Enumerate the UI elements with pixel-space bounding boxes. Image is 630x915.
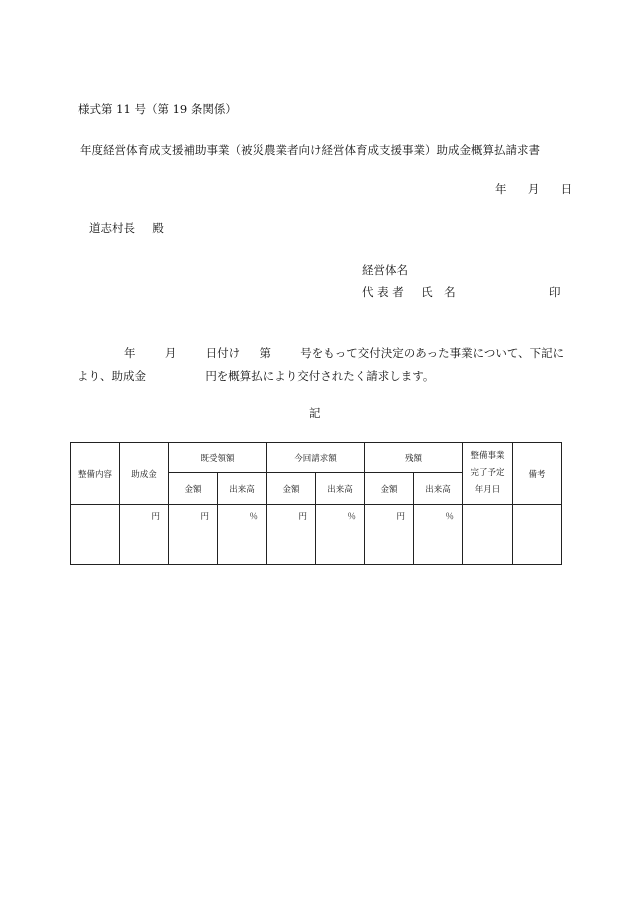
cell-remarks (513, 505, 562, 565)
header-grant: 助成金 (120, 443, 169, 505)
addressee-name: 道志村長 (89, 221, 135, 235)
org-label: 経営体名 (362, 263, 408, 277)
cell-current-progress-unit: ％ (316, 505, 365, 565)
subheader-remaining-progress: 出来高 (414, 473, 463, 505)
body-grant-label: より、助成金 (77, 369, 146, 383)
body-month: 月 (164, 346, 177, 360)
header-completion-line-2: 完了予定 (470, 468, 505, 478)
date-line (495, 181, 572, 197)
cell-received-amount-unit: 円 (169, 505, 218, 565)
addressee-honorific: 殿 (152, 221, 164, 235)
cell-received-progress-unit: ％ (218, 505, 267, 565)
cell-grant-unit: 円 (120, 505, 169, 565)
addressee (89, 220, 164, 236)
cell-remaining-amount-unit: 円 (365, 505, 414, 565)
rep-label: 代 表 者 (362, 285, 404, 299)
header-completion (463, 443, 513, 505)
ki-heading: 記 (309, 406, 321, 420)
cell-remaining-progress-unit: ％ (414, 505, 463, 565)
header-remaining: 残額 (365, 443, 463, 473)
header-received: 既受領額 (169, 443, 267, 473)
date-month-label: 月 (527, 182, 540, 196)
subheader-received-progress: 出来高 (218, 473, 267, 505)
body-line-2 (77, 368, 434, 384)
header-completion-line-3: 年月日 (474, 485, 501, 495)
subheader-current-amount: 金額 (267, 473, 316, 505)
document-title: 年度経営体育成支援補助事業（被災農業者向け経営体育成支援事業）助成金概算払請求書 (80, 143, 540, 157)
header-current: 今回請求額 (267, 443, 365, 473)
date-day-label: 日 (560, 182, 573, 196)
body-text-1: 号をもって交付決定のあった事業について、下記に (300, 346, 565, 360)
subheader-current-progress: 出来高 (316, 473, 365, 505)
header-remarks: 備考 (513, 443, 562, 505)
representative-line (362, 284, 560, 300)
rep-name-label: 氏 名 (421, 285, 456, 299)
cell-completion (463, 505, 513, 565)
body-text-2: 円を概算払により交付されたく請求します。 (205, 369, 435, 383)
body-line-1 (124, 345, 564, 361)
subheader-remaining-amount: 金額 (365, 473, 414, 505)
seal-mark: 印 (548, 285, 561, 299)
header-content: 整備内容 (71, 443, 120, 505)
header-completion-line-1: 整備事業 (470, 451, 505, 461)
body-dated: 日付け (205, 346, 241, 360)
body-number-prefix: 第 (259, 346, 271, 360)
subheader-received-amount: 金額 (169, 473, 218, 505)
cell-current-amount-unit: 円 (267, 505, 316, 565)
request-table (70, 442, 562, 565)
date-year-label: 年 (495, 182, 507, 196)
body-year: 年 (124, 346, 136, 360)
cell-content (71, 505, 120, 565)
form-number: 様式第 11 号（第 19 条関係） (78, 102, 237, 116)
